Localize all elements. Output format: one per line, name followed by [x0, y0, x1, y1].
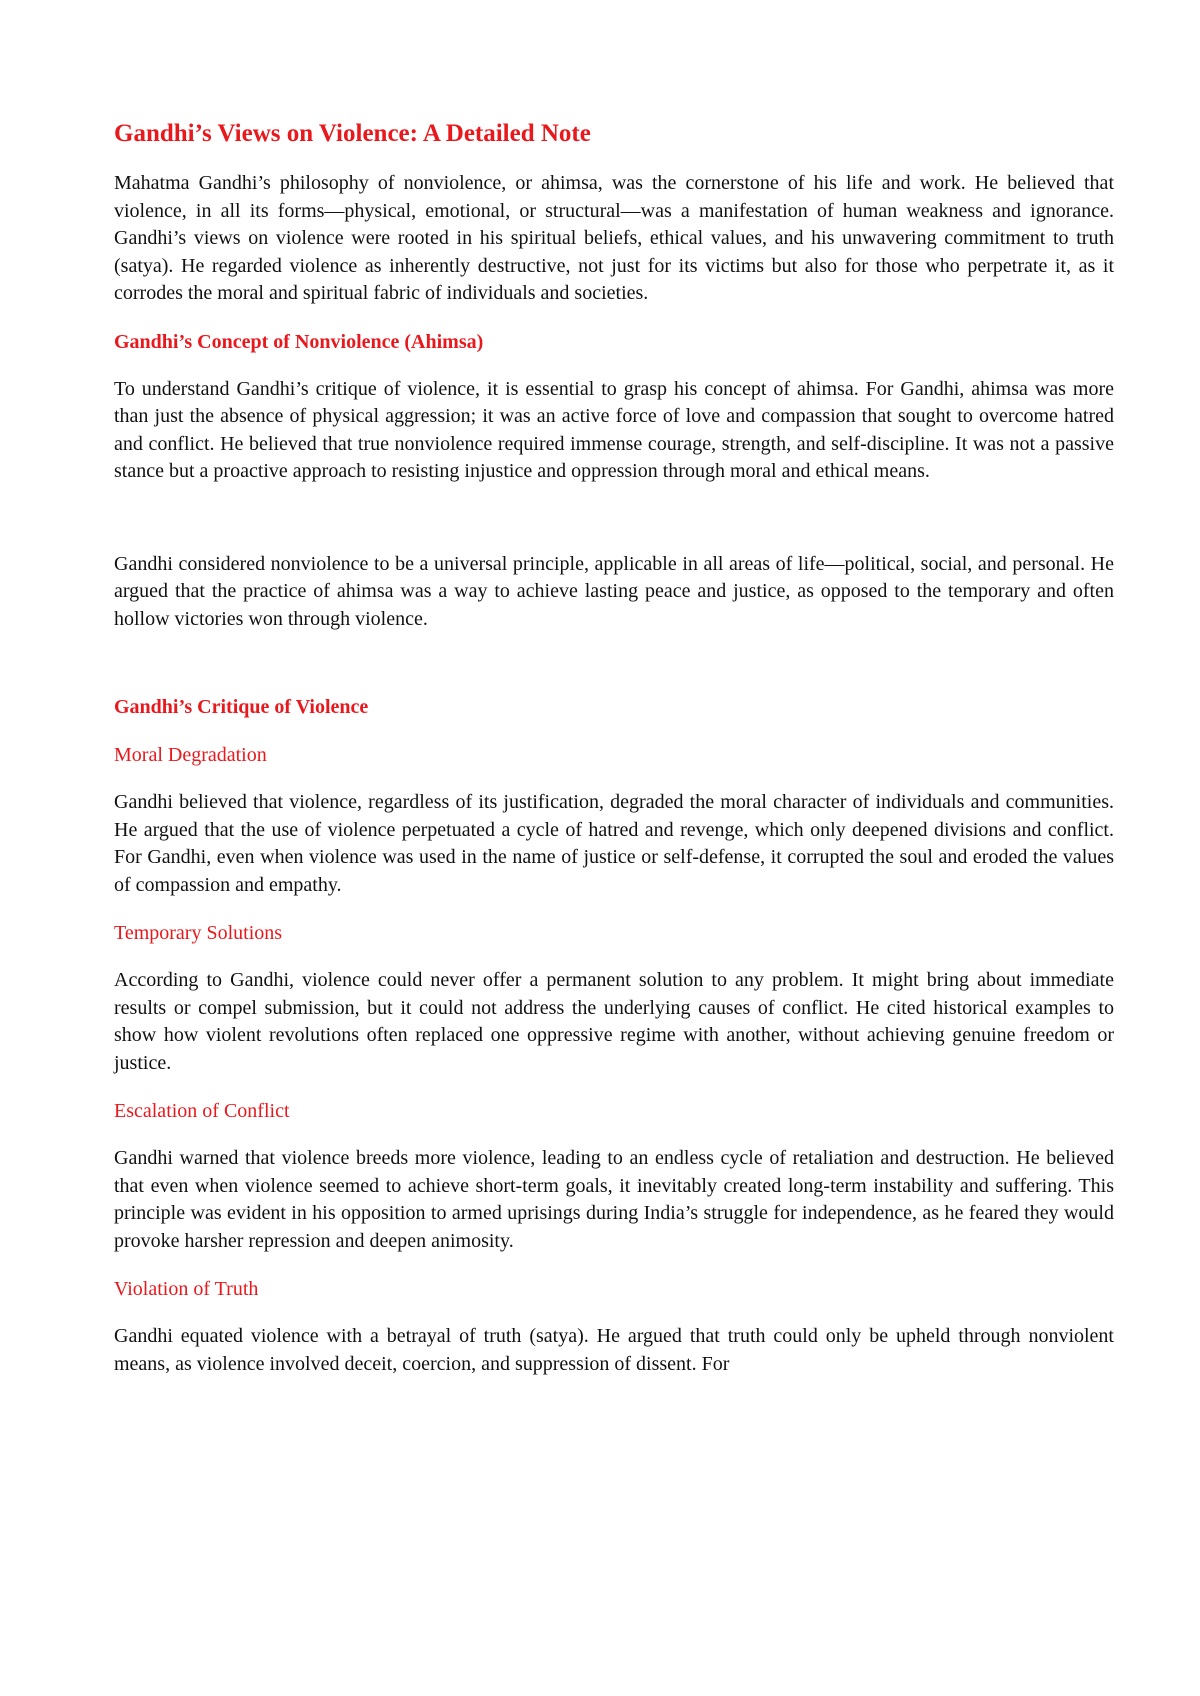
- moral-degradation-heading: Moral Degradation: [114, 744, 267, 766]
- temporary-solutions-paragraph: According to Gandhi, violence could never offer a permanent solution to any problem. It might bring about immediate results or compel submission, but it could not address the underlying causes of conflict. He cited historical examples to show how violent revolutions often replaced one oppressive regime with another, without achieving genuine freedom or justice.: [114, 969, 1114, 1074]
- escalation-paragraph: Gandhi warned that violence breeds more violence, leading to an endless cycle of retaliation and destruction. He believed that even when violence seemed to achieve short-term goals, it inevitably created long-term instability and suffering. This principle was evident in his opposition to armed uprisings during India’s struggle for independence, as he feared they would provoke harsher repression and deepen animosity.: [114, 1147, 1114, 1252]
- temporary-solutions-heading: Temporary Solutions: [114, 922, 283, 944]
- paragraph-spacer: [114, 506, 1114, 551]
- violation-of-truth-heading: Violation of Truth: [114, 1278, 259, 1300]
- escalation-heading: Escalation of Conflict: [114, 1100, 290, 1122]
- concept-paragraph-2: Gandhi considered nonviolence to be a universal principle, applicable in all areas of life—political, social, and personal. He argued that the practice of ahimsa was a way to achieve lasting peace and justice, as opposed to the temporary and often hollow victories won through violence.: [114, 552, 1114, 630]
- intro-paragraph: Mahatma Gandhi’s philosophy of nonviolence, or ahimsa, was the cornerstone of his life and work. He believed that violence, in all its forms—physical, emotional, or structural—was a manifestation of human weakness and ignorance. Gandhi’s views on violence were rooted in his spiritual beliefs, ethical values, and his unwavering commitment to truth (satya). He regarded violence as inherently destructive, not just for its victims but also for those who perpetrate it, as it corrodes the moral and spiritual fabric of individuals and societies.: [114, 172, 1114, 304]
- moral-degradation-paragraph: Gandhi believed that violence, regardless of its justification, degraded the moral character of individuals and communities. He argued that the use of violence perpetuated a cycle of hatred and revenge, which only deepened divisions and conflict. For Gandhi, even when violence was used in the name of justice or self-defense, it corrupted the soul and eroded the values of compassion and empathy.: [114, 791, 1114, 896]
- document-page: [114, 118, 1114, 1398]
- concept-paragraph-1: To understand Gandhi’s critique of violence, it is essential to grasp his concept of ahimsa. For Gandhi, ahimsa was more than just the absence of physical aggression; it was an active force of love and compassion that sought to overcome hatred and conflict. He believed that true nonviolence required immense courage, strength, and self-discipline. It was not a passive stance but a proactive approach to resisting injustice and oppression through moral and ethical means.: [114, 377, 1114, 482]
- critique-heading: Gandhi’s Critique of Violence: [114, 696, 369, 718]
- concept-heading: Gandhi’s Concept of Nonviolence (Ahimsa): [114, 330, 484, 353]
- paragraph-spacer: [114, 653, 1114, 693]
- violation-of-truth-paragraph: Gandhi equated violence with a betrayal of truth (satya). He argued that truth could only be upheld through nonviolent means, as violence involved deceit, coercion, and suppression of dissent. For: [114, 1325, 1114, 1375]
- document-title: Gandhi’s Views on Violence: A Detailed Note: [114, 120, 591, 147]
